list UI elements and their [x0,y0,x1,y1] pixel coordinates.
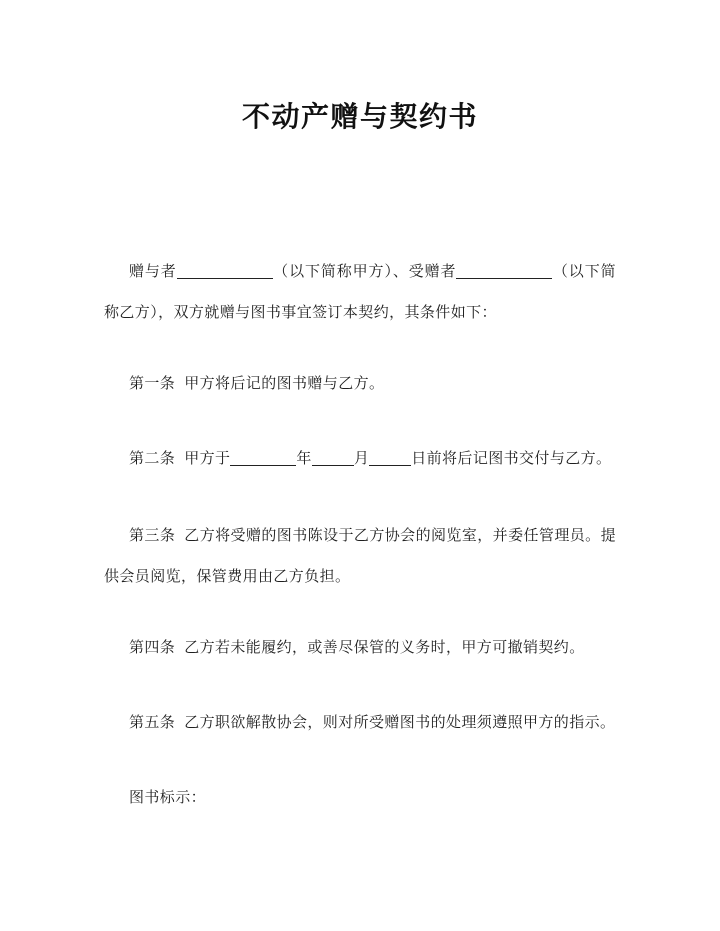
article-4-label: 第四条 [129,638,176,656]
month-blank[interactable] [312,450,354,466]
article-2-text-segment-1: 甲方于 [184,449,231,467]
paragraph-article-2 [104,438,616,479]
opening-text-segment-1: 赠与者 [129,262,177,280]
paragraph-article-5 [104,702,616,743]
article-5-label: 第五条 [129,713,176,731]
article-1-label: 第一条 [129,374,176,392]
article-2-text-segment-4: 日前将后记图书交付与乙方。 [411,449,612,467]
book-listing-label: 图书标示： [129,788,207,806]
opening-text-segment-3: （以下简称乙方），双方就赠与图书事宜签订本契约，其条件如下： [104,262,616,321]
article-5-text: 乙方职欲解散协会，则对所受赠图书的处理须遵照甲方的指示。 [184,713,616,731]
document-body [104,251,616,818]
year-blank[interactable] [230,450,296,466]
article-3-label: 第三条 [129,526,176,544]
donee-name-blank[interactable] [456,263,552,279]
article-2-label: 第二条 [129,449,176,467]
paragraph-article-3 [104,515,616,597]
page-title: 不动产赠与契约书 [241,99,478,133]
article-1-text: 甲方将后记的图书赠与乙方。 [184,374,385,392]
donor-name-blank[interactable] [177,263,273,279]
article-2-text-segment-3: 月 [353,449,370,467]
article-3-text: 乙方将受赠的图书陈设于乙方协会的阅览室，并委任管理员。提供会员阅览，保管费用由乙方负担。 [104,526,617,585]
article-4-text: 乙方若未能履约，或善尽保管的义务时，甲方可撤销契约。 [184,638,585,656]
opening-text-segment-2: （以下简称甲方）、受赠者 [272,262,457,280]
paragraph-opening [104,251,616,333]
paragraph-article-1 [104,363,616,404]
paragraph-book-listing-header [104,777,616,818]
article-2-text-segment-2: 年 [296,449,312,467]
day-blank[interactable] [369,450,411,466]
paragraph-article-4 [104,627,616,668]
